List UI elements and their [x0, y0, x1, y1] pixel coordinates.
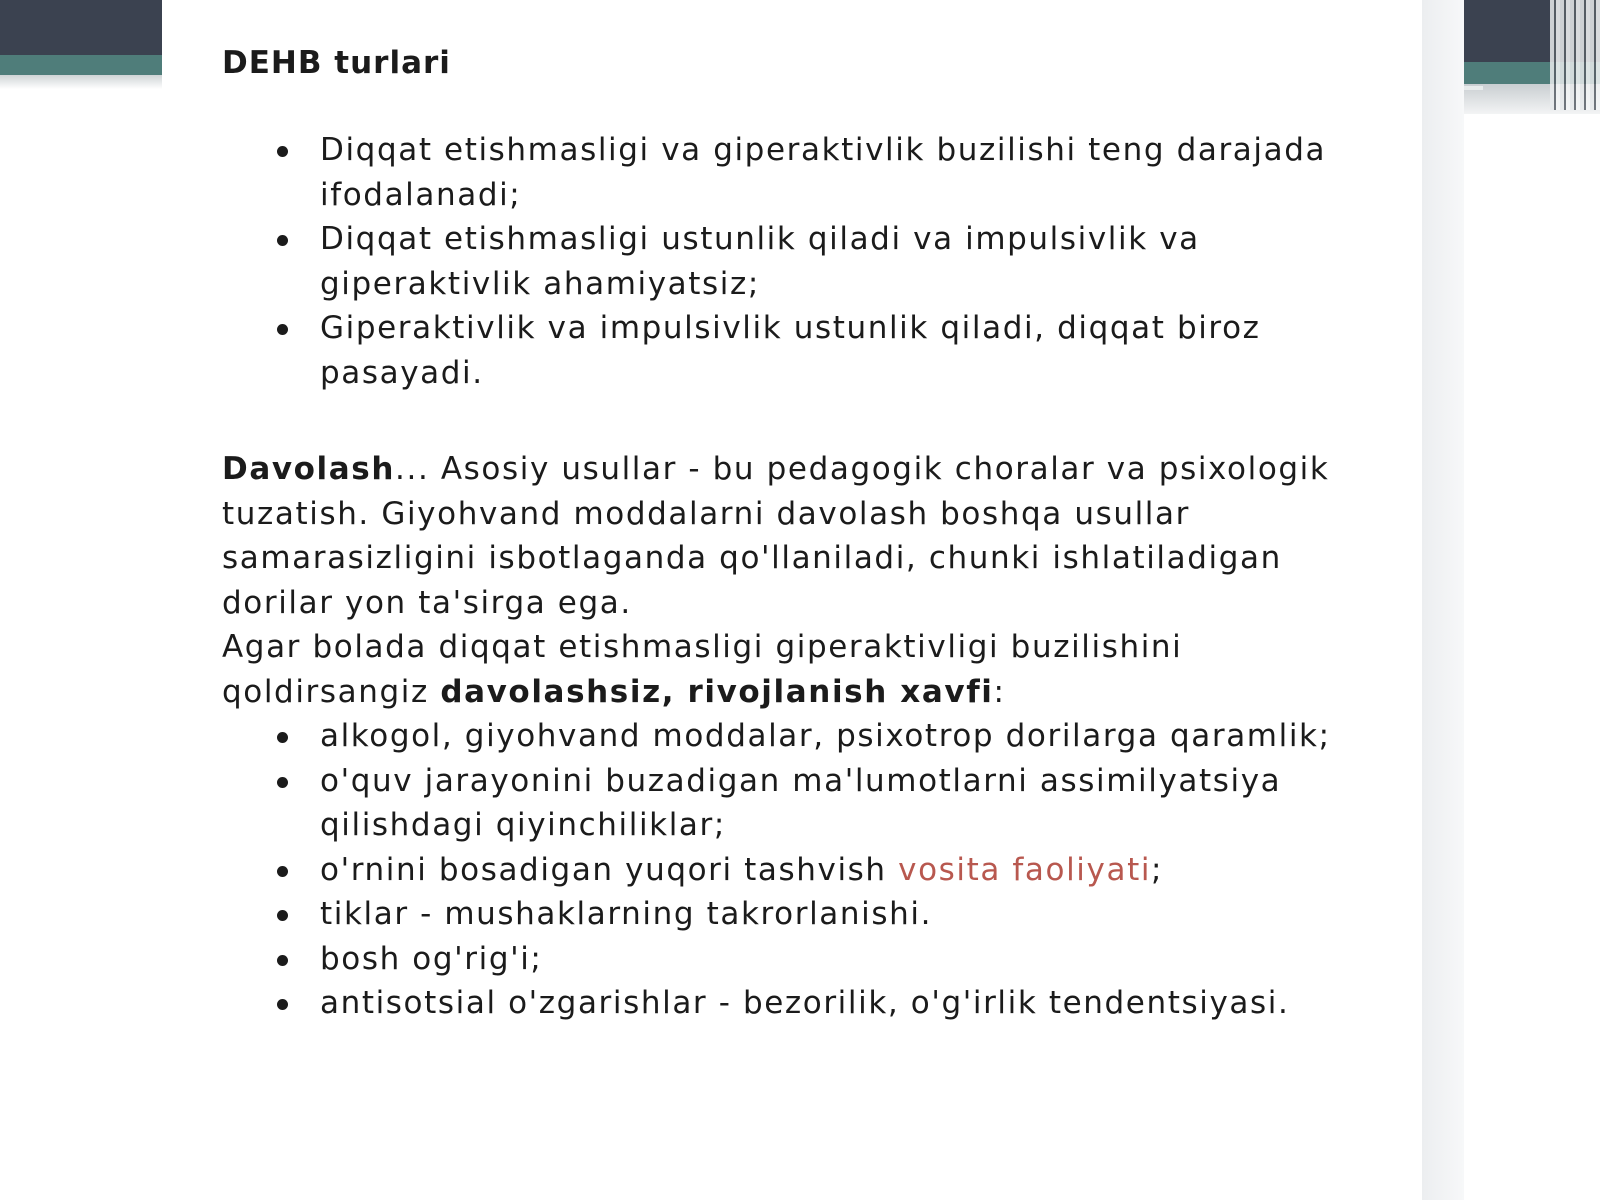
risk-bold: davolashsiz, rivojlanish xavfi — [440, 673, 994, 710]
bullet-icon — [277, 866, 288, 877]
treatment-paragraph — [222, 447, 1342, 625]
risk-colon: : — [993, 673, 1006, 710]
highlighted-term: vosita faoliyati — [898, 851, 1152, 888]
bullet-icon — [277, 146, 288, 157]
slide-band-shadow-left — [0, 75, 162, 89]
list-item: Giperaktivlik va impulsivlik ustunlik qiladi, diqqat biroz pasayadi. — [320, 306, 1362, 395]
risk-intro-paragraph — [222, 625, 1342, 714]
page-shadow — [1422, 0, 1464, 1200]
treatment-ellipsis: ... — [395, 451, 430, 487]
risks-list — [222, 714, 1362, 1026]
document-page — [162, 0, 1422, 1200]
bullet-icon — [277, 235, 288, 246]
page-title: DEHB turlari — [222, 45, 451, 81]
bullet-icon — [277, 910, 288, 921]
bullet-icon — [277, 999, 288, 1010]
types-list — [222, 128, 1362, 395]
list-item: o'quv jarayonini buzadigan ma'lumotlarni assimilyatsiya qilishdagi qiyinchiliklar; — [320, 759, 1362, 848]
list-item: tiklar - mushaklarning takrorlanishi. — [320, 892, 1362, 937]
slide-header-band-left — [0, 0, 162, 55]
list-item: alkogol, giyohvand moddalar, psixotrop dorilarga qaramlik; — [320, 714, 1362, 759]
bullet-icon — [277, 732, 288, 743]
bullet-icon — [277, 324, 288, 335]
slide-band-accent-line — [1463, 86, 1483, 90]
treatment-label: Davolash — [222, 451, 396, 487]
list-item: Diqqat etishmasligi ustunlik qiladi va impulsivlik va giperaktivlik ahamiyatsiz; — [320, 217, 1362, 306]
risk-intro: Agar bolada diqqat etishmasligi giperaktivligi buzilishini qoldirsangiz — [222, 629, 1183, 710]
list-item: o'rnini bosadigan yuqori tashvish vosita faoliyati; — [320, 848, 1362, 893]
list-item: bosh og'rig'i; — [320, 937, 1362, 982]
slide-accent-band-left — [0, 55, 162, 75]
treatment-text: Asosiy usullar - bu pedagogik choralar va psixologik tuzatish. Giyohvand moddalarni davolash boshqa usullar samarasizligini isbotlaganda qo'llaniladi, chunki ishlatiladigan dorilar yon ta'sirga ega. — [222, 451, 1330, 621]
slide-edge-lines — [1550, 0, 1600, 110]
list-item: antisotsial o'zgarishlar - bezorilik, o'g'irlik tendentsiyasi. — [320, 981, 1362, 1026]
bullet-icon — [277, 777, 288, 788]
bullet-icon — [277, 955, 288, 966]
list-item: Diqqat etishmasligi va giperaktivlik buzilishi teng darajada ifodalanadi; — [320, 128, 1362, 217]
